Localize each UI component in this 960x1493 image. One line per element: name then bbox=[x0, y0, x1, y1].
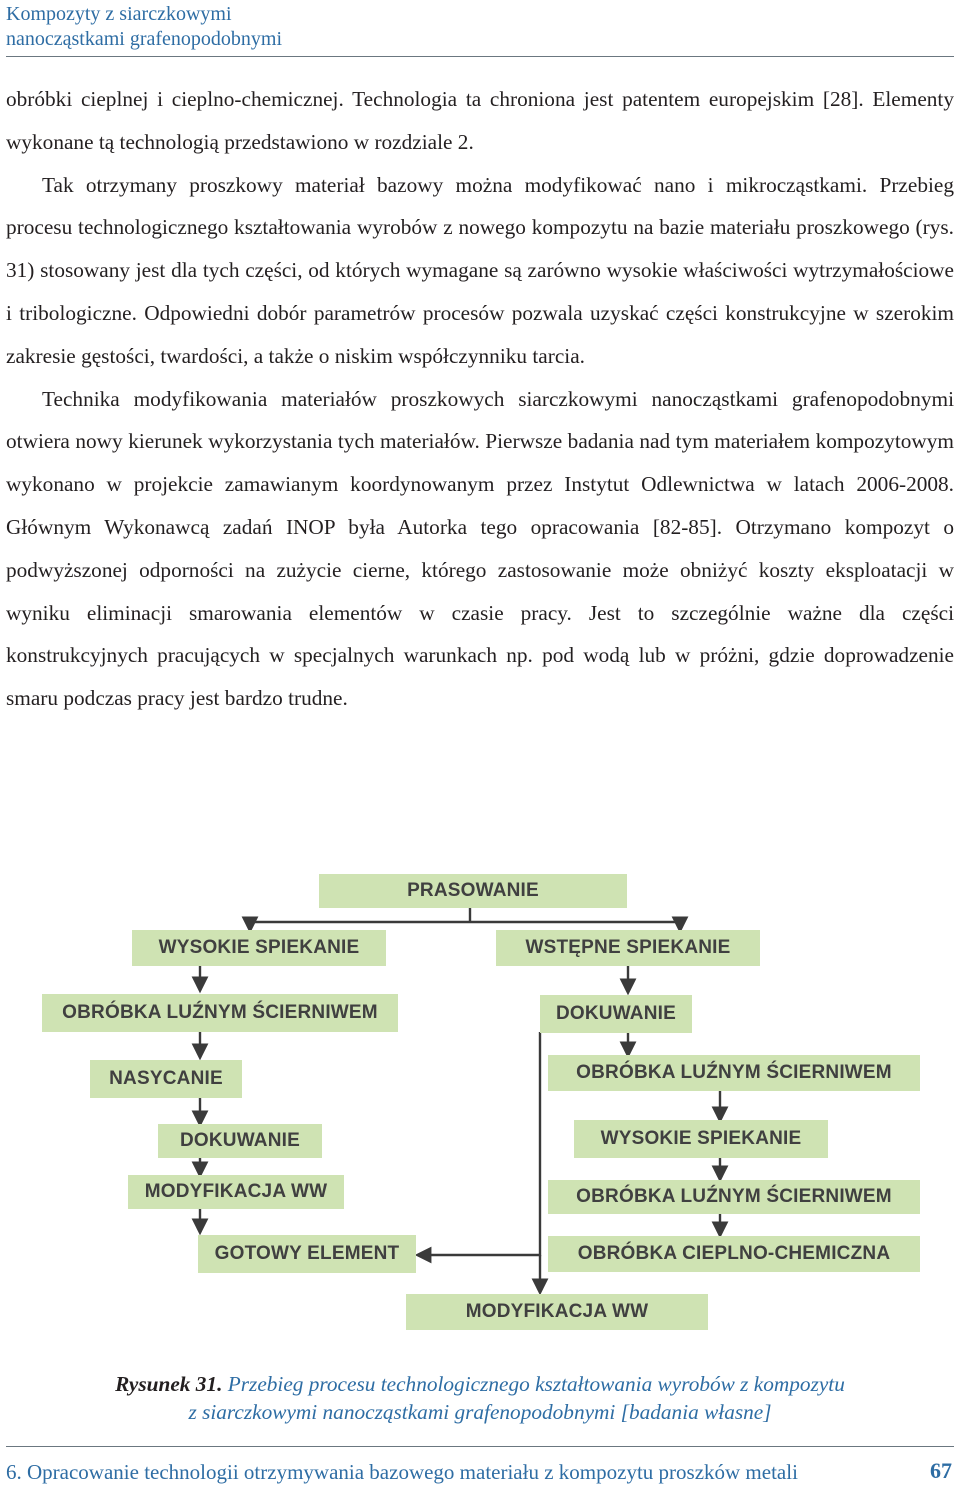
running-title-line2: nanocząstkami grafenopodobnymi bbox=[6, 28, 283, 50]
left-step-6: GOTOWY ELEMENT bbox=[198, 1235, 416, 1273]
right-step-6: OBRÓBKA CIEPLNO-CHEMICZNA bbox=[548, 1236, 920, 1272]
chapter-title: 6. Opracowanie technologii otrzymywania bazowego materiału z kompozytu proszków metali bbox=[6, 1460, 798, 1484]
paragraph-3: Technika modyfikowania materiałów proszkowych siarczkowymi nanocząstkami grafenopodobnymi otwiera nowy kierunek wykorzystania tych materiałów. Pierwsze badania nad tym materiałem kompozytowym wykonano w projekcie zamawianym koordynowanym przez Instytut Odlewnictwa w latach 2006-2008. Głównym Wykonawcą zadań INOP była Autorka tego opracowania [82-85]. Otrzymano kompozyt o podwyższonej odporności na zużycie cierne, którego zastosowanie może obniżyć koszty eksploatacji w wyniku eliminacji smarowania elementów w czasie pracy. Jest to szczególnie ważne dla części konstrukcyjnych pracujących w specjalnych warunkach np. pod wodą lub w próżni, gdzie doprowadzenie smaru podczas pracy jest bardzo trudne. bbox=[6, 386, 954, 711]
figure-caption bbox=[0, 1370, 960, 1426]
step-modyfikacja-bottom: MODYFIKACJA WW bbox=[406, 1294, 708, 1330]
caption-line-1 bbox=[0, 1370, 960, 1398]
arrow-cross bbox=[418, 1032, 540, 1255]
footer-divider bbox=[6, 1446, 954, 1447]
caption-label: Rysunek 31. bbox=[115, 1372, 223, 1396]
page-footer bbox=[6, 1446, 954, 1484]
left-step-3: NASYCANIE bbox=[90, 1060, 242, 1098]
page-number: 67 bbox=[930, 1458, 952, 1483]
caption-text-2: z siarczkowymi nanocząstkami grafenopodobnymi [badania własne] bbox=[188, 1400, 772, 1424]
page-header bbox=[6, 2, 954, 52]
left-step-1: WYSOKIE SPIEKANIE bbox=[132, 930, 386, 966]
step-prasowanie: PRASOWANIE bbox=[319, 874, 627, 908]
paragraph-1: obróbki cieplnej i cieplno-chemicznej. Technologia ta chroniona jest patentem europejskim [28]. Elementy wykonane tą technologią przedstawiono w rozdziale 2. bbox=[6, 87, 954, 154]
right-step-3: OBRÓBKA LUŹNYM ŚCIERNIWEM bbox=[548, 1055, 920, 1091]
left-step-5: MODYFIKACJA WW bbox=[128, 1175, 344, 1209]
left-step-2: OBRÓBKA LUŹNYM ŚCIERNIWEM bbox=[42, 994, 398, 1032]
arrow-split bbox=[250, 906, 680, 922]
right-step-1: WSTĘPNE SPIEKANIE bbox=[496, 930, 760, 966]
body-text bbox=[6, 78, 954, 720]
header-divider bbox=[6, 56, 954, 57]
left-step-4: DOKUWANIE bbox=[158, 1124, 322, 1158]
right-step-4: WYSOKIE SPIEKANIE bbox=[574, 1120, 828, 1158]
running-title-line1: Kompozyty z siarczkowymi bbox=[6, 3, 232, 25]
process-flow-diagram bbox=[0, 862, 960, 1342]
paragraph-2: Tak otrzymany proszkowy materiał bazowy można modyfikować nano i mikrocząstkami. Przebieg procesu technologicznego kształtowania wyrobów z nowego kompozytu na bazie materiału proszkowego (rys. 31) stosowany jest dla tych części, od których wymagane są zarówno wysokie właściwości wytrzymałościowe i tribologiczne. Odpowiedni dobór parametrów procesów pozwala uzyskać części konstrukcyjne w szerokim zakresie gęstości, twardości, a także o niskim współczynniku tarcia. bbox=[6, 172, 954, 368]
right-step-2: DOKUWANIE bbox=[540, 995, 692, 1033]
right-step-5: OBRÓBKA LUŹNYM ŚCIERNIWEM bbox=[548, 1180, 920, 1214]
caption-text-1: Przebieg procesu technologicznego kształtowania wyrobów z kompozytu bbox=[227, 1372, 845, 1396]
